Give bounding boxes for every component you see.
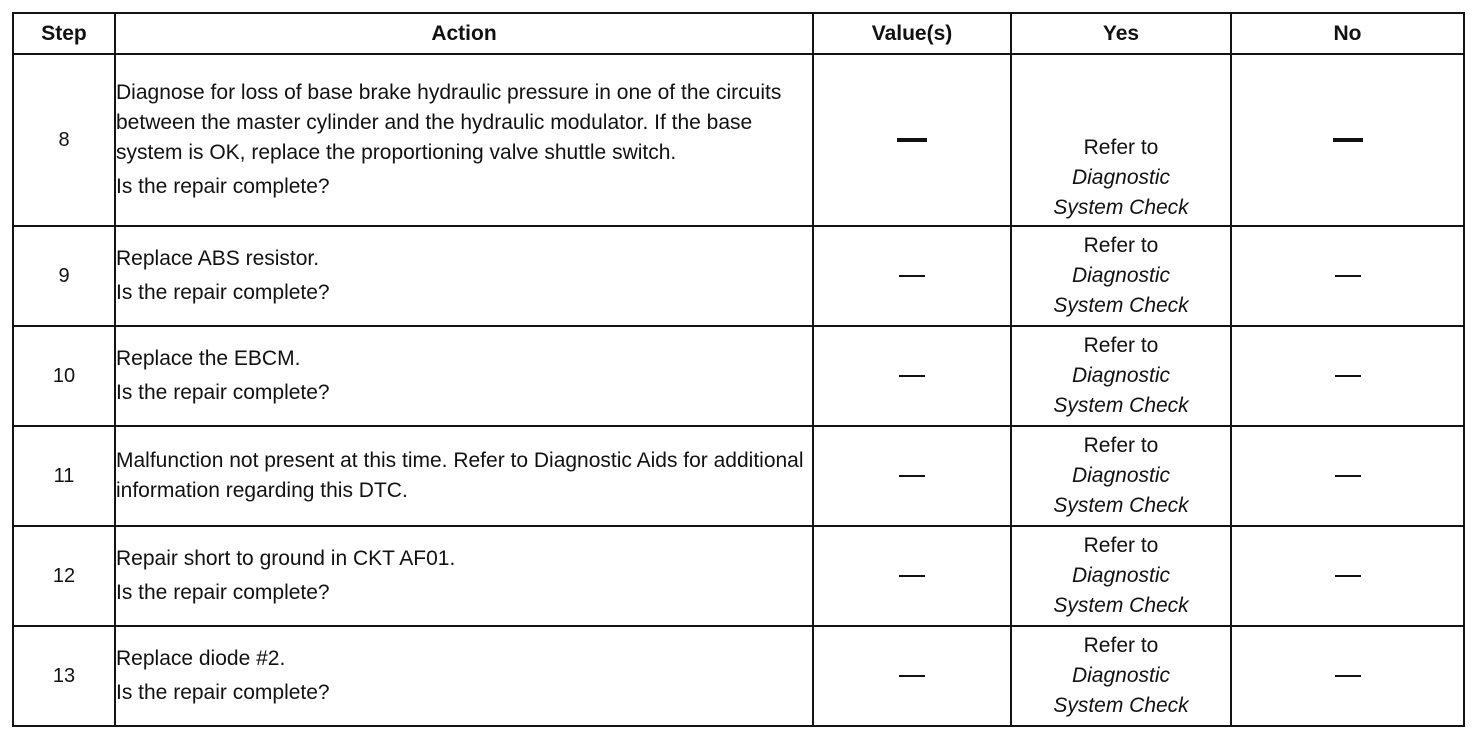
header-action: Action — [115, 13, 813, 54]
yes-system-check: System Check — [1053, 196, 1189, 219]
step-number: 13 — [13, 626, 115, 726]
table-row — [13, 426, 1464, 526]
action-question: Is the repair complete? — [116, 681, 330, 704]
action-text: Replace diode #2. — [116, 647, 286, 670]
action-text: Replace ABS resistor. — [116, 247, 320, 270]
yes-cell — [1011, 626, 1231, 726]
yes-refer-to: Refer to — [1083, 234, 1159, 257]
value-cell — [813, 526, 1011, 626]
step-number: 8 — [13, 54, 115, 226]
header-no: No — [1231, 13, 1464, 54]
yes-refer-to: Refer to — [1083, 334, 1159, 357]
value-cell — [813, 226, 1011, 326]
yes-cell — [1011, 54, 1231, 226]
table-row — [13, 54, 1464, 226]
no-dash — [1335, 675, 1361, 677]
action-question: Is the repair complete? — [116, 581, 330, 604]
yes-system-check: System Check — [1053, 494, 1189, 517]
yes-cell — [1011, 326, 1231, 426]
step-number: 10 — [13, 326, 115, 426]
table-row — [13, 626, 1464, 726]
yes-refer-to: Refer to — [1083, 634, 1159, 657]
value-dash — [899, 275, 925, 277]
no-dash — [1335, 275, 1361, 277]
no-dash — [1335, 375, 1361, 377]
table-row — [13, 226, 1464, 326]
table-row — [13, 326, 1464, 426]
header-step: Step — [13, 13, 115, 54]
action-question: Is the repair complete? — [116, 381, 330, 404]
yes-diagnostic: Diagnostic — [1071, 364, 1171, 387]
no-cell — [1231, 226, 1464, 326]
yes-refer-to: Refer to — [1083, 534, 1159, 557]
value-cell — [813, 626, 1011, 726]
action-cell — [115, 54, 813, 226]
value-dash — [899, 675, 925, 677]
diagnostic-table — [12, 12, 1465, 727]
yes-system-check: System Check — [1053, 394, 1189, 417]
action-cell — [115, 626, 813, 726]
step-number: 11 — [13, 426, 115, 526]
yes-system-check: System Check — [1053, 294, 1189, 317]
action-text: Malfunction not present at this time. Refer to Diagnostic Aids for additional information regarding this DTC. — [116, 449, 804, 502]
no-cell — [1231, 526, 1464, 626]
yes-diagnostic: Diagnostic — [1071, 264, 1171, 287]
value-dash — [897, 138, 927, 142]
no-cell — [1231, 426, 1464, 526]
yes-cell — [1011, 426, 1231, 526]
value-cell — [813, 326, 1011, 426]
action-cell — [115, 326, 813, 426]
value-dash — [899, 375, 925, 377]
value-dash — [899, 475, 925, 477]
no-cell — [1231, 626, 1464, 726]
header-values: Value(s) — [813, 13, 1011, 54]
yes-diagnostic: Diagnostic — [1071, 664, 1171, 687]
yes-refer-to: Refer to — [1083, 434, 1159, 457]
action-question: Is the repair complete? — [116, 175, 330, 198]
value-dash — [899, 575, 925, 577]
yes-diagnostic: Diagnostic — [1071, 464, 1171, 487]
action-cell — [115, 226, 813, 326]
action-text: Replace the EBCM. — [116, 347, 301, 370]
action-text: Diagnose for loss of base brake hydraulic pressure in one of the circuits between the master cylinder and the hydraulic modulator. If the base system is OK, replace the proportioning valve shuttle switch. — [116, 81, 782, 164]
no-cell — [1231, 326, 1464, 426]
no-dash — [1333, 138, 1363, 142]
action-cell — [115, 426, 813, 526]
header-yes: Yes — [1011, 13, 1231, 54]
no-cell — [1231, 54, 1464, 226]
no-dash — [1335, 575, 1361, 577]
header-row — [13, 13, 1464, 54]
value-cell — [813, 426, 1011, 526]
action-text: Repair short to ground in CKT AF01. — [116, 547, 456, 570]
yes-cell — [1011, 526, 1231, 626]
table-row — [13, 526, 1464, 626]
no-dash — [1335, 475, 1361, 477]
step-number: 12 — [13, 526, 115, 626]
action-question: Is the repair complete? — [116, 281, 330, 304]
action-cell — [115, 526, 813, 626]
yes-system-check: System Check — [1053, 594, 1189, 617]
yes-diagnostic: Diagnostic — [1071, 564, 1171, 587]
yes-system-check: System Check — [1053, 694, 1189, 717]
value-cell — [813, 54, 1011, 226]
step-number: 9 — [13, 226, 115, 326]
yes-cell — [1011, 226, 1231, 326]
yes-refer-to: Refer to — [1083, 136, 1159, 159]
yes-diagnostic: Diagnostic — [1071, 166, 1171, 189]
